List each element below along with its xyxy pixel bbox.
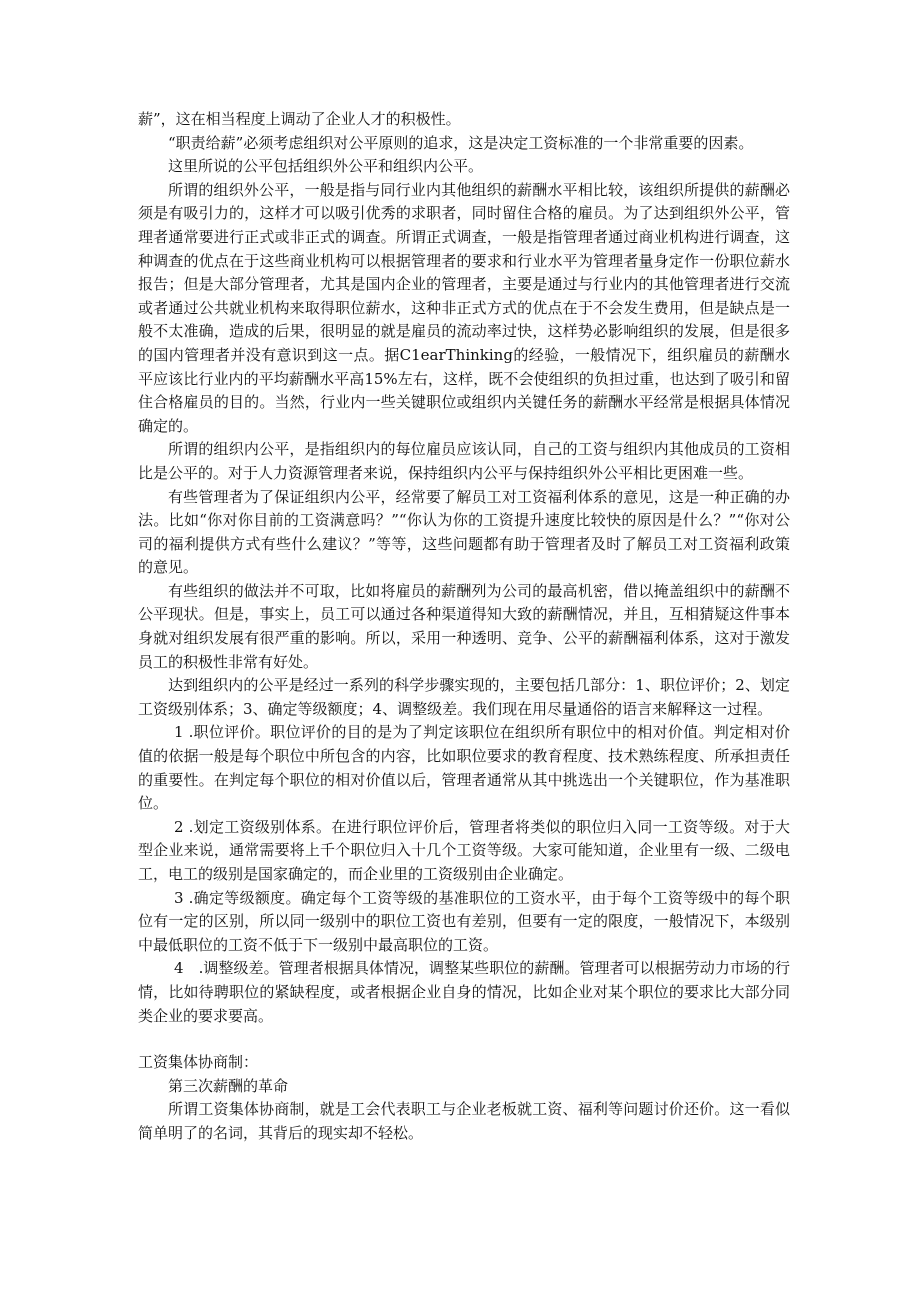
numbered-paragraph: 4 .调整级差。管理者根据具体情况，调整某些职位的薪酬。管理者可以根据劳动力市场的行情，比如待聘职位的紧缺程度，或者根据企业自身的情况，比如企业对某个职位的要求比大部分同类企业的要求要高。 — [138, 959, 790, 1025]
spacer — [138, 1028, 790, 1051]
paragraph: 有些管理者为了保证组织内公平，经常要了解员工对工资福利体系的意见，这是一种正确的办法。比如“你对你目前的工资满意吗？”“你认为你的工资提升速度比较快的原因是什么？”“你对公司的福利提供方式有些什么建议？”等等，这些问题都有助于管理者及时了解员工对工资福利政策的意见。 — [138, 487, 790, 577]
paragraph: 所谓的组织外公平，一般是指与同行业内其他组织的薪酬水平相比较，该组织所提供的薪酬必须是有吸引力的，这样才可以吸引优秀的求职者，同时留住合格的雇员。为了达到组织外公平，管理者通常要进行正式或非正式的调查。所谓正式调查，一般是指管理者通过商业机构进行调查，这种调查的优点在于这些商业机构可以根据管理者的要求和行业水平为管理者量身定作一份职位薪水报告；但是大部分管理者，尤其是国内企业的管理者，主要是通过与行业内的其他管理者进行交流或者通过公共就业机构来取得职位薪水，这种非正式方式的优点在于不会发生费用，但是缺点是一般不太准确，造成的后果，很明显的就是雇员的流动率过快，这样势必影响组织的发展，但是很多的国内管理者并没有意识到这一点。据C1earThinking的经验，一般情况下，组织雇员的薪酬水平应该比行业内的平均薪酬水平高15%左右，这样，既不会使组织的负担过重，也达到了吸引和留住合格雇员的目的。当然，行业内一些关键职位或组织内关键任务的薪酬水平经常是根据具体情况确定的。 — [138, 180, 790, 435]
numbered-paragraph: 2 .划定工资级别体系。在进行职位评价后，管理者将类似的职位归入同一工资等级。对于大型企业来说，通常需要将上千个职位归入十几个工资等级。大家可能知道，企业里有一级、二级电工，电工的级别是国家确定的，而企业里的工资级别由企业确定。 — [138, 817, 790, 883]
paragraph: 所谓工资集体协商制，就是工会代表职工与企业老板就工资、福利等问题讨价还价。这一看似简单明了的名词，其背后的现实却不轻松。 — [138, 1100, 790, 1142]
paragraph: “职责给薪”必须考虑组织对公平原则的追求，这是决定工资标准的一个非常重要的因素。 — [168, 133, 754, 152]
paragraph: 达到组织内的公平是经过一系列的科学步骤实现的，主要包括几部分：1、职位评价；2、划定工资级别体系；3、确定等级额度；4、调整级差。我们现在用尽量通俗的语言来解释这一过程。 — [138, 676, 790, 718]
section-subheading: 第三次薪酬的革命 — [168, 1076, 289, 1095]
numbered-paragraph: 3 .确定等级额度。确定每个工资等级的基准职位的工资水平，由于每个工资等级中的每个职位有一定的区别，所以同一级别中的职位工资也有差别，但要有一定的限度，一般情况下，本级别中最低职位的工资不低于下一级别中最高职位的工资。 — [138, 888, 790, 954]
section-heading: 工资集体协商制： — [138, 1053, 259, 1072]
paragraph: 有些组织的做法并不可取，比如将雇员的薪酬列为公司的最高机密，借以掩盖组织中的薪酬不公平现状。但是，事实上，员工可以通过各种渠道得知大致的薪酬情况，并且，互相猜疑这件事本身就对组织发展有很严重的影响。所以，采用一种透明、竞争、公平的薪酬福利体系，这对于激发员工的积极性非常有好处。 — [138, 581, 790, 671]
document-body — [138, 108, 790, 1146]
paragraph: 这里所说的公平包括组织外公平和组织内公平。 — [168, 157, 484, 176]
numbered-paragraph: 1 .职位评价。职位评价的目的是为了判定该职位在组织所有职位中的相对价值。判定相对价值的依据一般是每个职位中所包含的内容，比如职位要求的教育程度、技术熟练程度、所承担责任的重要性。在判定每个职位的相对价值以后，管理者通常从其中挑选出一个关键职位，作为基准职位。 — [138, 723, 790, 813]
paragraph: 所谓的组织内公平，是指组织内的每位雇员应该认同，自己的工资与组织内其他成员的工资相比是公平的。对于人力资源管理者来说，保持组织内公平与保持组织外公平相比更困难一些。 — [138, 440, 790, 482]
paragraph: 薪”，这在相当程度上调动了企业人才的积极性。 — [138, 110, 461, 128]
